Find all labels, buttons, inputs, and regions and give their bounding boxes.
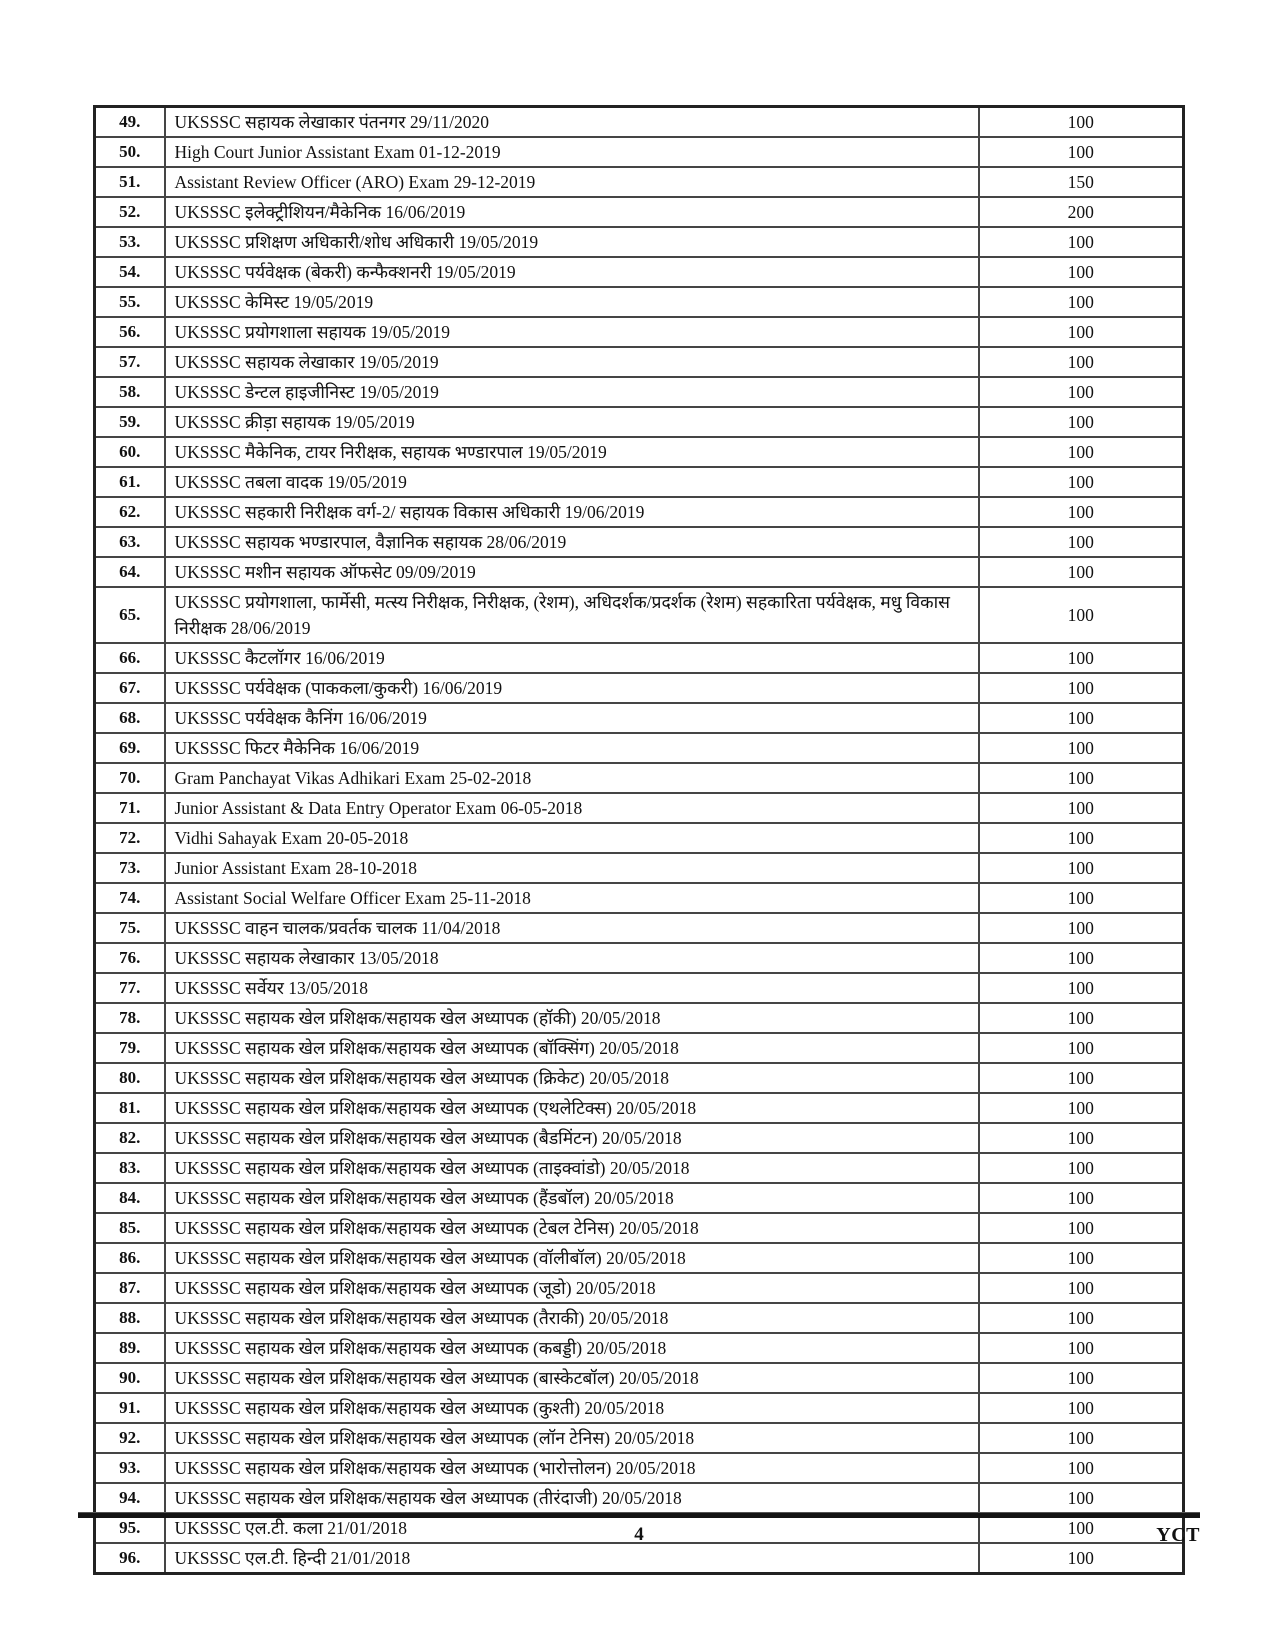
serial-number-cell: 93.	[95, 1453, 165, 1483]
serial-number-cell: 83.	[95, 1153, 165, 1183]
question-count-cell: 100	[979, 1123, 1184, 1153]
table-row	[95, 497, 1184, 527]
question-count-cell: 100	[979, 943, 1184, 973]
serial-number-cell: 62.	[95, 497, 165, 527]
exam-name-cell: UKSSSC डेन्टल हाइजीनिस्ट 19/05/2019	[165, 377, 979, 407]
question-count-cell: 100	[979, 1033, 1184, 1063]
serial-number-cell: 70.	[95, 763, 165, 793]
serial-number-cell: 80.	[95, 1063, 165, 1093]
exam-name-cell: UKSSSC सहायक खेल प्रशिक्षक/सहायक खेल अध्यापक (टेबल टेनिस) 20/05/2018	[165, 1213, 979, 1243]
table-row	[95, 1033, 1184, 1063]
table-row	[95, 643, 1184, 673]
exam-name-cell: UKSSSC प्रशिक्षण अधिकारी/शोध अधिकारी 19/05/2019	[165, 227, 979, 257]
serial-number-cell: 91.	[95, 1393, 165, 1423]
table-row	[95, 793, 1184, 823]
serial-number-cell: 66.	[95, 643, 165, 673]
serial-number-cell: 77.	[95, 973, 165, 1003]
table-row	[95, 1093, 1184, 1123]
serial-number-cell: 76.	[95, 943, 165, 973]
exam-name-cell: UKSSSC सहायक खेल प्रशिक्षक/सहायक खेल अध्यापक (हैंडबॉल) 20/05/2018	[165, 1183, 979, 1213]
exam-name-cell: High Court Junior Assistant Exam 01-12-2019	[165, 137, 979, 167]
table-row	[95, 1363, 1184, 1393]
exam-name-cell: UKSSSC कैटलॉगर 16/06/2019	[165, 643, 979, 673]
exam-name-cell: Assistant Review Officer (ARO) Exam 29-12-2019	[165, 167, 979, 197]
serial-number-cell: 55.	[95, 287, 165, 317]
exam-name-cell: UKSSSC सहायक खेल प्रशिक्षक/सहायक खेल अध्यापक (जूडो) 20/05/2018	[165, 1273, 979, 1303]
question-count-cell: 100	[979, 557, 1184, 587]
exam-name-cell: Assistant Social Welfare Officer Exam 25-11-2018	[165, 883, 979, 913]
exam-name-cell: UKSSSC सहायक लेखाकार 13/05/2018	[165, 943, 979, 973]
table-row	[95, 287, 1184, 317]
serial-number-cell: 54.	[95, 257, 165, 287]
serial-number-cell: 59.	[95, 407, 165, 437]
table-row	[95, 1423, 1184, 1453]
table-row	[95, 167, 1184, 197]
table-row	[95, 1153, 1184, 1183]
question-count-cell: 100	[979, 317, 1184, 347]
exam-name-cell: UKSSSC सहायक खेल प्रशिक्षक/सहायक खेल अध्यापक (बॉक्सिंग) 20/05/2018	[165, 1033, 979, 1063]
serial-number-cell: 52.	[95, 197, 165, 227]
serial-number-cell: 56.	[95, 317, 165, 347]
serial-number-cell: 71.	[95, 793, 165, 823]
exam-name-cell: UKSSSC फिटर मैकेनिक 16/06/2019	[165, 733, 979, 763]
serial-number-cell: 88.	[95, 1303, 165, 1333]
table-row	[95, 1303, 1184, 1333]
exam-name-cell: UKSSSC वाहन चालक/प्रवर्तक चालक 11/04/2018	[165, 913, 979, 943]
exam-name-cell: UKSSSC केमिस्ट 19/05/2019	[165, 287, 979, 317]
question-count-cell: 100	[979, 823, 1184, 853]
question-count-cell: 100	[979, 1543, 1184, 1574]
table-row	[95, 673, 1184, 703]
serial-number-cell: 65.	[95, 587, 165, 643]
exam-name-cell: UKSSSC मैकेनिक, टायर निरीक्षक, सहायक भण्डारपाल 19/05/2019	[165, 437, 979, 467]
serial-number-cell: 87.	[95, 1273, 165, 1303]
exam-name-cell: Gram Panchayat Vikas Adhikari Exam 25-02-2018	[165, 763, 979, 793]
question-count-cell: 100	[979, 107, 1184, 138]
serial-number-cell: 74.	[95, 883, 165, 913]
table-row	[95, 107, 1184, 138]
exam-name-cell: UKSSSC तबला वादक 19/05/2019	[165, 467, 979, 497]
serial-number-cell: 69.	[95, 733, 165, 763]
exam-name-cell: UKSSSC मशीन सहायक ऑफसेट 09/09/2019	[165, 557, 979, 587]
serial-number-cell: 89.	[95, 1333, 165, 1363]
table-row	[95, 763, 1184, 793]
question-count-cell: 100	[979, 1183, 1184, 1213]
exam-name-cell: UKSSSC पर्यवेक्षक (बेकरी) कन्फैक्शनरी 19/05/2019	[165, 257, 979, 287]
question-count-cell: 100	[979, 467, 1184, 497]
table-row	[95, 1333, 1184, 1363]
exam-name-cell: UKSSSC सर्वेयर 13/05/2018	[165, 973, 979, 1003]
exam-name-cell: Junior Assistant Exam 28-10-2018	[165, 853, 979, 883]
table-row	[95, 883, 1184, 913]
question-count-cell: 100	[979, 1153, 1184, 1183]
table-row	[95, 1273, 1184, 1303]
question-count-cell: 100	[979, 587, 1184, 643]
question-count-cell: 100	[979, 137, 1184, 167]
exam-name-cell: UKSSSC एल.टी. हिन्दी 21/01/2018	[165, 1543, 979, 1574]
exam-name-cell: UKSSSC सहकारी निरीक्षक वर्ग-2/ सहायक विकास अधिकारी 19/06/2019	[165, 497, 979, 527]
exam-name-cell: UKSSSC सहायक खेल प्रशिक्षक/सहायक खेल अध्यापक (कबड्डी) 20/05/2018	[165, 1333, 979, 1363]
serial-number-cell: 81.	[95, 1093, 165, 1123]
table-row	[95, 1453, 1184, 1483]
table-row	[95, 407, 1184, 437]
exam-name-cell: UKSSSC सहायक खेल प्रशिक्षक/सहायक खेल अध्यापक (ताइक्वांडो) 20/05/2018	[165, 1153, 979, 1183]
question-count-cell: 100	[979, 793, 1184, 823]
serial-number-cell: 64.	[95, 557, 165, 587]
exam-name-cell: UKSSSC सहायक भण्डारपाल, वैज्ञानिक सहायक 28/06/2019	[165, 527, 979, 557]
table-row	[95, 1393, 1184, 1423]
exam-name-cell: UKSSSC एल.टी. कला 21/01/2018	[165, 1513, 979, 1543]
table-row	[95, 1483, 1184, 1513]
exam-name-cell: UKSSSC पर्यवेक्षक (पाककला/कुकरी) 16/06/2019	[165, 673, 979, 703]
table-row	[95, 1063, 1184, 1093]
exam-table-body	[95, 107, 1184, 1574]
table-row	[95, 197, 1184, 227]
exam-name-cell: UKSSSC सहायक खेल प्रशिक्षक/सहायक खेल अध्यापक (कुश्ती) 20/05/2018	[165, 1393, 979, 1423]
exam-name-cell: UKSSSC सहायक खेल प्रशिक्षक/सहायक खेल अध्यापक (तैराकी) 20/05/2018	[165, 1303, 979, 1333]
serial-number-cell: 95.	[95, 1513, 165, 1543]
question-count-cell: 100	[979, 287, 1184, 317]
serial-number-cell: 94.	[95, 1483, 165, 1513]
exam-name-cell: UKSSSC क्रीड़ा सहायक 19/05/2019	[165, 407, 979, 437]
exam-name-cell: UKSSSC प्रयोगशाला, फार्मेसी, मत्स्य निरीक्षक, निरीक्षक, (रेशम), अधिदर्शक/प्रदर्शक (रेशम) सहकारिता पर्यवेक्षक, मधु विकास निरीक्षक 28/06/2019	[165, 587, 979, 643]
table-row	[95, 853, 1184, 883]
question-count-cell: 200	[979, 197, 1184, 227]
question-count-cell: 100	[979, 1393, 1184, 1423]
table-row	[95, 137, 1184, 167]
exam-name-cell: UKSSSC सहायक खेल प्रशिक्षक/सहायक खेल अध्यापक (बास्केटबॉल) 20/05/2018	[165, 1363, 979, 1393]
table-row	[95, 1123, 1184, 1153]
table-row	[95, 227, 1184, 257]
table-row	[95, 913, 1184, 943]
exam-name-cell: UKSSSC पर्यवेक्षक कैनिंग 16/06/2019	[165, 703, 979, 733]
question-count-cell: 100	[979, 1243, 1184, 1273]
question-count-cell: 150	[979, 167, 1184, 197]
question-count-cell: 100	[979, 673, 1184, 703]
exam-name-cell: UKSSSC प्रयोगशाला सहायक 19/05/2019	[165, 317, 979, 347]
serial-number-cell: 79.	[95, 1033, 165, 1063]
exam-name-cell: Junior Assistant & Data Entry Operator Exam 06-05-2018	[165, 793, 979, 823]
table-row	[95, 257, 1184, 287]
table-row	[95, 1183, 1184, 1213]
table-row	[95, 557, 1184, 587]
serial-number-cell: 51.	[95, 167, 165, 197]
publisher-mark: YCT	[1156, 1524, 1200, 1546]
serial-number-cell: 90.	[95, 1363, 165, 1393]
question-count-cell: 100	[979, 1453, 1184, 1483]
exam-name-cell: UKSSSC सहायक खेल प्रशिक्षक/सहायक खेल अध्यापक (वॉलीबॉल) 20/05/2018	[165, 1243, 979, 1273]
question-count-cell: 100	[979, 1483, 1184, 1513]
table-row	[95, 823, 1184, 853]
serial-number-cell: 58.	[95, 377, 165, 407]
question-count-cell: 100	[979, 377, 1184, 407]
table-row	[95, 733, 1184, 763]
exam-name-cell: UKSSSC सहायक खेल प्रशिक्षक/सहायक खेल अध्यापक (लॉन टेनिस) 20/05/2018	[165, 1423, 979, 1453]
serial-number-cell: 72.	[95, 823, 165, 853]
serial-number-cell: 63.	[95, 527, 165, 557]
question-count-cell: 100	[979, 913, 1184, 943]
exam-name-cell: UKSSSC सहायक लेखाकार पंतनगर 29/11/2020	[165, 107, 979, 138]
serial-number-cell: 73.	[95, 853, 165, 883]
question-count-cell: 100	[979, 1303, 1184, 1333]
table-row	[95, 1243, 1184, 1273]
question-count-cell: 100	[979, 1213, 1184, 1243]
footer-divider	[78, 1512, 1200, 1518]
exam-name-cell: UKSSSC सहायक खेल प्रशिक्षक/सहायक खेल अध्यापक (तीरंदाजी) 20/05/2018	[165, 1483, 979, 1513]
serial-number-cell: 50.	[95, 137, 165, 167]
question-count-cell: 100	[979, 497, 1184, 527]
table-row	[95, 377, 1184, 407]
serial-number-cell: 78.	[95, 1003, 165, 1033]
exam-name-cell: UKSSSC सहायक लेखाकार 19/05/2019	[165, 347, 979, 377]
serial-number-cell: 82.	[95, 1123, 165, 1153]
table-row	[95, 1003, 1184, 1033]
question-count-cell: 100	[979, 1003, 1184, 1033]
question-count-cell: 100	[979, 527, 1184, 557]
serial-number-cell: 60.	[95, 437, 165, 467]
serial-number-cell: 67.	[95, 673, 165, 703]
page-number: 4	[634, 1524, 644, 1545]
question-count-cell: 100	[979, 257, 1184, 287]
table-row	[95, 527, 1184, 557]
serial-number-cell: 75.	[95, 913, 165, 943]
table-row	[95, 1213, 1184, 1243]
question-count-cell: 100	[979, 763, 1184, 793]
table-row	[95, 437, 1184, 467]
page-footer	[78, 1524, 1200, 1554]
question-count-cell: 100	[979, 883, 1184, 913]
question-count-cell: 100	[979, 1363, 1184, 1393]
question-count-cell: 100	[979, 407, 1184, 437]
serial-number-cell: 86.	[95, 1243, 165, 1273]
serial-number-cell: 53.	[95, 227, 165, 257]
exam-name-cell: UKSSSC सहायक खेल प्रशिक्षक/सहायक खेल अध्यापक (क्रिकेट) 20/05/2018	[165, 1063, 979, 1093]
serial-number-cell: 84.	[95, 1183, 165, 1213]
table-row	[95, 943, 1184, 973]
table-row	[95, 467, 1184, 497]
serial-number-cell: 61.	[95, 467, 165, 497]
question-count-cell: 100	[979, 1063, 1184, 1093]
exam-name-cell: UKSSSC इलेक्ट्रीशियन/मैकेनिक 16/06/2019	[165, 197, 979, 227]
question-count-cell: 100	[979, 1273, 1184, 1303]
serial-number-cell: 96.	[95, 1543, 165, 1574]
question-count-cell: 100	[979, 853, 1184, 883]
serial-number-cell: 85.	[95, 1213, 165, 1243]
question-count-cell: 100	[979, 437, 1184, 467]
table-row	[95, 973, 1184, 1003]
question-count-cell: 100	[979, 703, 1184, 733]
question-count-cell: 100	[979, 733, 1184, 763]
question-count-cell: 100	[979, 1333, 1184, 1363]
exam-name-cell: UKSSSC सहायक खेल प्रशिक्षक/सहायक खेल अध्यापक (हॉकी) 20/05/2018	[165, 1003, 979, 1033]
exam-list-table	[93, 105, 1185, 1575]
table-row	[95, 347, 1184, 377]
question-count-cell: 100	[979, 643, 1184, 673]
table-row	[95, 587, 1184, 643]
question-count-cell: 100	[979, 1423, 1184, 1453]
serial-number-cell: 92.	[95, 1423, 165, 1453]
question-count-cell: 100	[979, 973, 1184, 1003]
table-row	[95, 317, 1184, 347]
serial-number-cell: 57.	[95, 347, 165, 377]
question-count-cell: 100	[979, 1513, 1184, 1543]
exam-name-cell: Vidhi Sahayak Exam 20-05-2018	[165, 823, 979, 853]
question-count-cell: 100	[979, 1093, 1184, 1123]
exam-name-cell: UKSSSC सहायक खेल प्रशिक्षक/सहायक खेल अध्यापक (बैडमिंटन) 20/05/2018	[165, 1123, 979, 1153]
question-count-cell: 100	[979, 347, 1184, 377]
serial-number-cell: 49.	[95, 107, 165, 138]
question-count-cell: 100	[979, 227, 1184, 257]
table-row	[95, 703, 1184, 733]
serial-number-cell: 68.	[95, 703, 165, 733]
exam-name-cell: UKSSSC सहायक खेल प्रशिक्षक/सहायक खेल अध्यापक (भारोत्तोलन) 20/05/2018	[165, 1453, 979, 1483]
exam-name-cell: UKSSSC सहायक खेल प्रशिक्षक/सहायक खेल अध्यापक (एथलेटिक्स) 20/05/2018	[165, 1093, 979, 1123]
